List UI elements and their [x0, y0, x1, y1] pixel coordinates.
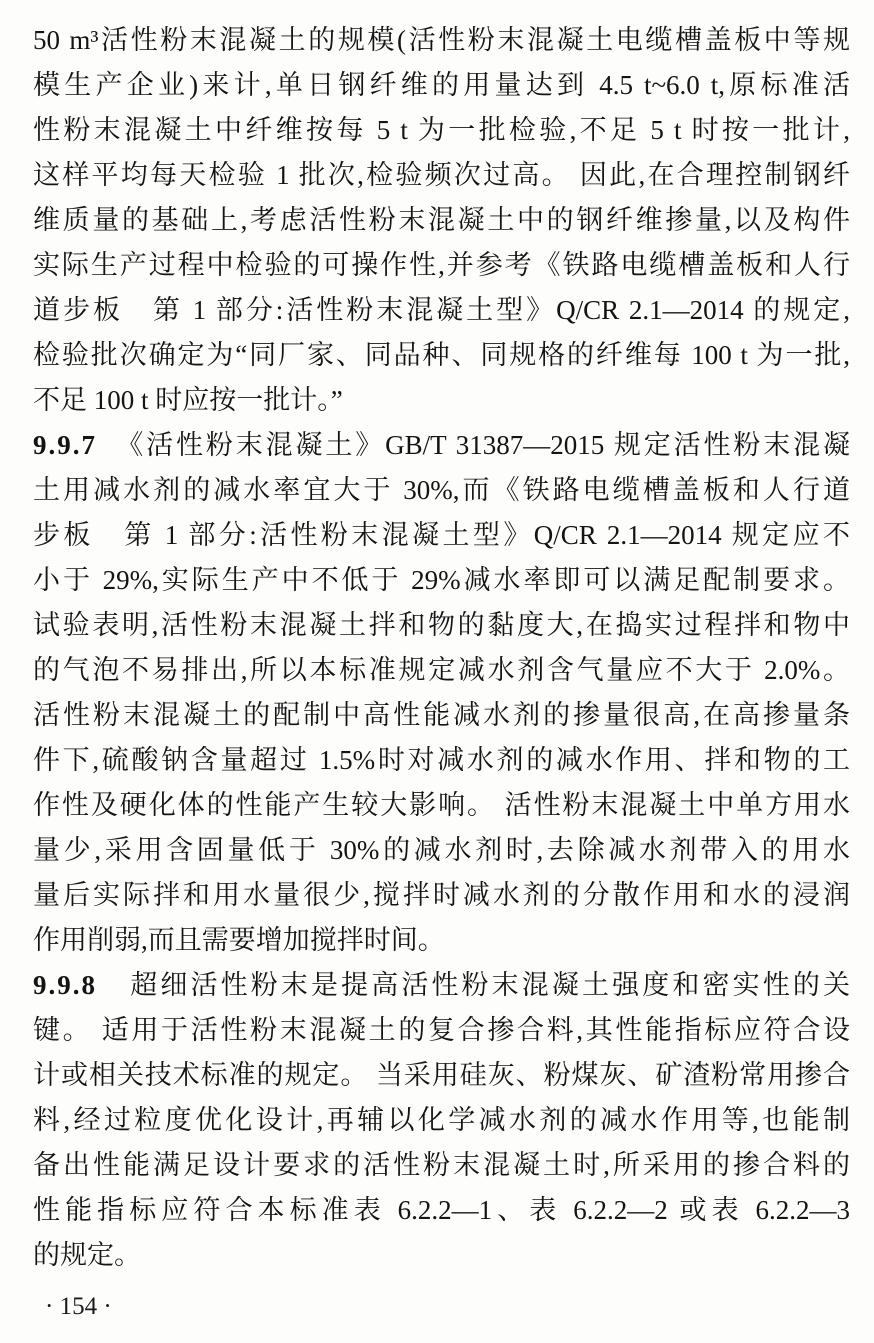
- clause-first-line-text: 《活性粉末混凝土》GB/T 31387—2015 规定活性粉末混凝: [97, 430, 850, 460]
- text-line: 作用削弱,而且需要增加搅拌时间。: [33, 925, 445, 955]
- text-line: 性粉末混凝土中纤维按每 5 t 为一批检验,不足 5 t 时按一批计,: [33, 115, 850, 145]
- text-line: 试验表明,活性粉末混凝土拌和物的黏度大,在捣实过程拌和物中: [33, 610, 850, 640]
- text-line: 性能指标应符合本标准表 6.2.2—1、表 6.2.2—2 或表 6.2.2—3: [33, 1195, 850, 1225]
- text-line: 模生产企业)来计,单日钢纤维的用量达到 4.5 t~6.0 t,原标准活: [33, 70, 850, 100]
- text-line: 道步板 第 1 部分:活性粉末混凝土型》Q/CR 2.1—2014 的规定,: [33, 295, 850, 325]
- text-line: 实际生产过程中检验的可操作性,并参考《铁路电缆槽盖板和人行: [33, 250, 850, 280]
- text-line: 量后实际拌和用水量很少,搅拌时减水剂的分散作用和水的浸润: [33, 880, 850, 910]
- text-line: 检验批次确定为“同厂家、同品种、同规格的纤维每 100 t 为一批,: [33, 340, 850, 370]
- text-line: 活性粉末混凝土的配制中高性能减水剂的掺量很高,在高掺量条: [33, 700, 850, 730]
- text-line: [33, 423, 850, 468]
- text-line: 这样平均每天检验 1 批次,检验频次过高。 因此,在合理控制钢纤: [33, 160, 850, 190]
- text-line: 土用减水剂的减水率宜大于 30%,而《铁路电缆槽盖板和人行道: [33, 475, 850, 505]
- text-line: 50 m³活性粉末混凝土的规模(活性粉末混凝土电缆槽盖板中等规: [33, 25, 850, 55]
- clause-9-9-7: [33, 423, 850, 963]
- text-line: 料,经过粒度优化设计,再辅以化学减水剂的减水作用等,也能制: [33, 1105, 850, 1135]
- text-line: 件下,硫酸钠含量超过 1.5%时对减水剂的减水作用、拌和物的工: [33, 745, 850, 775]
- paragraph-continuation: [33, 18, 850, 423]
- page-number: · 154 ·: [45, 1293, 112, 1320]
- clause-number: 9.9.8: [33, 970, 97, 1000]
- clause-number: 9.9.7: [33, 430, 97, 460]
- text-line: 计或相关技术标准的规定。 当采用硅灰、粉煤灰、矿渣粉常用掺合: [33, 1060, 850, 1090]
- text-line: [33, 963, 850, 1008]
- clause-first-line-text: 超细活性粉末是提高活性粉末混凝土强度和密实性的关: [97, 970, 850, 1000]
- text-line: 作性及硬化体的性能产生较大影响。 活性粉末混凝土中单方用水: [33, 790, 850, 820]
- text-line: 步板 第 1 部分:活性粉末混凝土型》Q/CR 2.1—2014 规定应不: [33, 520, 850, 550]
- text-line: 的规定。: [33, 1240, 141, 1270]
- text-line: 维质量的基础上,考虑活性粉末混凝土中的钢纤维掺量,以及构件: [33, 205, 850, 235]
- clause-9-9-8: [33, 963, 850, 1278]
- text-line: 备出性能满足设计要求的活性粉末混凝土时,所采用的掺合料的: [33, 1150, 850, 1180]
- text-line: 键。 适用于活性粉末混凝土的复合掺合料,其性能指标应符合设: [33, 1015, 850, 1045]
- text-line: 量少,采用含固量低于 30%的减水剂时,去除减水剂带入的用水: [33, 835, 850, 865]
- text-line: 不足 100 t 时应按一批计。”: [33, 385, 343, 415]
- text-line: 的气泡不易排出,所以本标准规定减水剂含气量应不大于 2.0%。: [33, 655, 850, 685]
- text-line: 小于 29%,实际生产中不低于 29%减水率即可以满足配制要求。: [33, 565, 850, 595]
